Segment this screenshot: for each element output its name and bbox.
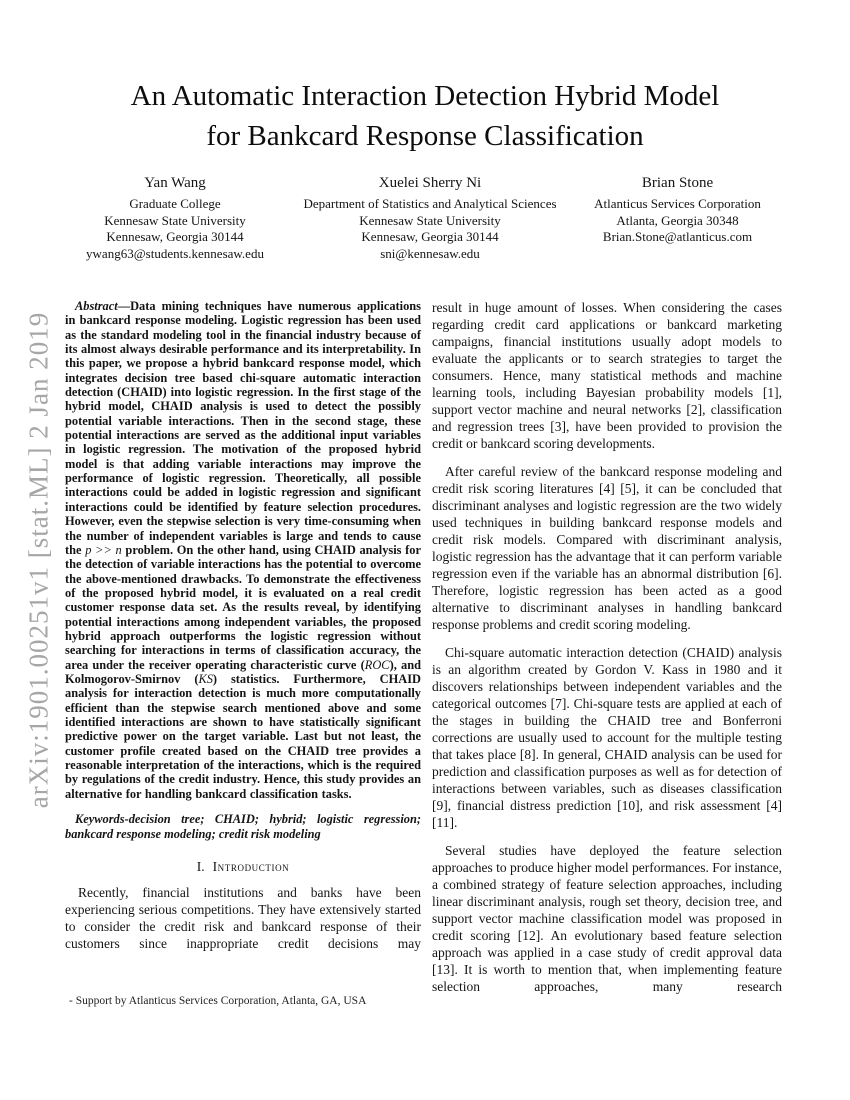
arxiv-watermark: arXiv:1901.00251v1 [stat.ML] 2 Jan 2019 <box>23 311 54 809</box>
author-name: Brian Stone <box>641 175 714 191</box>
paper-title-line2: for Bankcard Response Classification <box>206 120 644 152</box>
math-p-gg-n: p >> n <box>85 542 122 557</box>
section-heading-introduction <box>65 859 421 875</box>
author-affiliation-line: Kennesaw State University <box>359 212 501 228</box>
body-paragraph: After careful review of the bankcard response modeling and credit risk scoring literatures [4] [5], it can be concluded that discriminant analyses and logistic regression are the two widely used techniques in building bankcard response models and credit risk models. Compared with discriminant analysis, logistic regression has the advantage that it can perform variable regression even if the variable has an abnormal distribution [6]. Therefore, logistic regression has been acted as a good alternative to discriminant analyses in handling bankcard response problems and credit scoring modeling. <box>432 464 782 632</box>
intro-paragraph: Recently, financial institutions and banks have been experiencing serious competitions. They have extensively started to consider the credit risk and bankcard response of their customers since inappropriate credit decisions may <box>65 885 421 952</box>
abstract-label: Abstract <box>75 299 118 313</box>
paper-title-line1: An Automatic Interaction Detection Hybrid Model <box>130 80 720 112</box>
right-column <box>432 299 782 1006</box>
author-affiliation-line: Graduate College <box>129 196 221 211</box>
author-yan-wang <box>65 174 285 262</box>
body-paragraph: Several studies have deployed the feature selection approaches to produce higher model performances. For instance, a combined strategy of feature selection approaches, including linear discriminant analysis, rough set theory, decision tree, and support vector machine classification model was proposed in credit scoring [12]. An evolutionary based feature selection approach was applied in a case study of credit approval data [13]. It is worth to mention that, when implementing feature selection approaches, many research <box>432 843 782 994</box>
author-affiliation-line: Kennesaw State University <box>104 212 246 228</box>
math-ks: KS <box>198 671 213 686</box>
abstract-text: problem. On the other hand, using CHAID analysis for the detection of variable interactions has the potential to overcome the above-mentioned drawbacks. To demonstrate the effectiveness of the proposed hybrid model, it is evaluated on a real credit customer response data set. As the results reveal, by identifying potential interactions among independent variables, the proposed hybrid approach outperforms the logistic regression without searching for interactions in terms of classification accuracy, the area under the receiver operating characteristic curve ( <box>65 542 421 672</box>
section-number: I. <box>196 859 205 875</box>
author-email: Brian.Stone@atlanticus.com <box>602 229 753 244</box>
authors-block <box>65 174 780 262</box>
author-affiliation-line: Kennesaw, Georgia 30144 <box>106 229 244 244</box>
author-affiliation-line: Department of Statistics and Analytical Sciences <box>303 196 557 211</box>
author-email: ywang63@students.kennesaw.edu <box>86 245 264 261</box>
author-brian-stone <box>575 174 780 262</box>
abstract-text: ) statistics. Furthermore, CHAID analysis for interaction detection is much more computationally efficient than the stepwise search mentioned above and some identified interactions are shown to have statistically significant predictive power on the target variable. Last but not least, the customer profile created based on the CHAID tree provides a reasonable interpretation of the interactions, which is the required by regulations of the credit industry. Hence, this study provides an alternative for handling bankcard classification tasks. <box>65 671 421 801</box>
author-email: sni@kennesaw.edu <box>380 245 480 261</box>
abstract-text: ), and Kolmogorov-Smirnov ( <box>65 657 421 686</box>
left-column <box>65 299 421 952</box>
abstract-text: —Data mining techniques have numerous applications in bankcard response modeling. Logistic regression has been used as the standard modeling tool in the financial industry because of its almost always desirable performance and its interpretability. In this paper, we propose a hybrid bankcard response model, which integrates decision tree based chi-square automatic interaction detection (CHAID) into logistic regression. In the first stage of the hybrid model, CHAID analysis is used to detect the possibly potential variable interactions. Then in the second stage, these potential interactions are served as the additional input variables in logistic regression. The motivation of the proposed hybrid model is that adding variable interactions may improve the performance of logistic regression. Theoretically, all possible interactions could be added in logistic regression and significant interactions could be identified by feature selection procedures. However, even the stepwise selection is very time-consuming when the number of independent variables is large and tends to cause the <box>65 299 421 557</box>
abstract-paragraph <box>65 299 421 801</box>
body-paragraph: result in huge amount of losses. When considering the cases regarding credit card applications or bankcard marketing campaigns, financial institutions usually adopt models to evaluate the applicants or to search strategies to target the consumers. Hence, many statistical methods and machine learning tools, including Bayesian probability models [1], support vector machine and neural networks [2], classification and regression trees [3], have been provided to provision the credit or bankcard scoring developments. <box>432 300 782 451</box>
paper-title <box>0 76 850 156</box>
body-paragraph: Chi-square automatic interaction detection (CHAID) analysis is an algorithm created by Gordon V. Kass in 1980 and it discovers relationships between independent variables and the categorical outcomes [7]. Chi-square tests are applied at each of the stages in building the CHAID tree and Bonferroni corrections are usually used to account for the multiple testing that takes place [8]. In general, CHAID analysis can be used for prediction and classification purposes as well as for detection of interactions between variables, such as diseases classification [9], financial distress prediction [10], and risk assessment [4] [11]. <box>432 645 782 830</box>
author-name: Xuelei Sherry Ni <box>378 175 482 191</box>
math-roc: ROC <box>364 657 390 672</box>
author-xuelei-sherry-ni <box>285 174 575 262</box>
keywords-line: Keywords-decision tree; CHAID; hybrid; logistic regression; bankcard response modeling; credit risk modeling <box>65 812 421 841</box>
section-title: Introduction <box>212 859 290 875</box>
author-affiliation-line: Atlanta, Georgia 30348 <box>616 212 739 228</box>
author-affiliation-line: Kennesaw, Georgia 30144 <box>361 229 499 244</box>
support-footnote: - Support by Atlanticus Services Corporation, Atlanta, GA, USA <box>69 995 367 1007</box>
author-name: Yan Wang <box>144 175 206 191</box>
author-affiliation-line: Atlanticus Services Corporation <box>594 196 761 211</box>
